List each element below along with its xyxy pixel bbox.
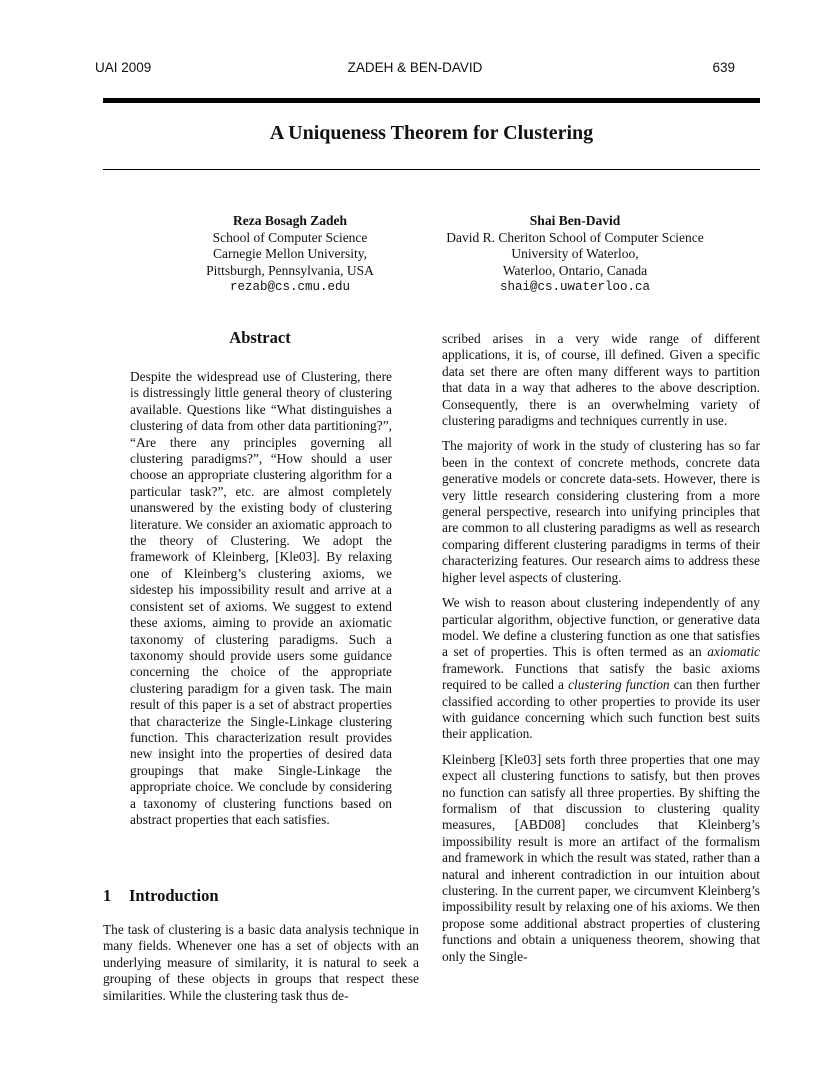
author-affiliation: School of Computer Science <box>212 229 368 245</box>
abstract-heading: Abstract <box>229 328 291 347</box>
paragraph-text: can then further classified according to other properties to provide its user with guidance concerning which such function best suits their application. <box>442 677 760 742</box>
author-affiliation: Carnegie Mellon University, <box>213 246 367 261</box>
section-number: 1 <box>103 886 112 905</box>
intro-paragraph-1-start: The task of clustering is a basic data analysis technique in many fields. Whenever one has a set of objects with an underlying measure of similarity, it is natural to seek a grouping of these objects in groups that respect these similarities. While the clustering task thus de- <box>103 922 419 1003</box>
intro-paragraph-4: Kleinberg [Kle03] sets forth three properties that one may expect all clustering functions to satisfy, but then proves no function can satisfy all three properties. By shifting the formalism of that discussion to clustering quality measures, [ABD08] concludes that Kleinberg’s impossibility result is more an artifact of the formalism and framework in which the result was stated, rather than a natural and inherent contradiction in our intuition about clustering. In the current paper, we circumvent Kleinberg’s impossibility result by relaxing one of his axioms. We then propose some additional abstract properties of clustering functions and obtain a uniqueness theorem, showing that only the Single- <box>442 751 760 964</box>
emphasis-term: clustering function <box>568 677 670 693</box>
title-rule-bottom <box>103 169 760 170</box>
title-rule-top <box>103 98 760 103</box>
author-email: shai@cs.uwaterloo.ca <box>499 280 651 294</box>
section-title: Introduction <box>129 886 219 905</box>
paragraph-text: We wish to reason about clustering independently of any particular algorithm, objective function, or generative data model. We define a clustering function as one that satisfies a set of properties. This is often termed as an <box>442 595 760 660</box>
intro-paragraph-3 <box>442 595 760 743</box>
paper-title: A Uniqueness Theorem for Clustering <box>269 122 594 144</box>
author-email: rezab@cs.cmu.edu <box>229 280 351 294</box>
author-name: Shai Ben-David <box>529 213 621 228</box>
intro-paragraph-2: The majority of work in the study of clustering has so far been in the context of concrete methods, concrete data generative models or concrete data-sets. However, there is very little research considering clustering from a more general perspective, research into unifying principles that are common to all clustering paradigms as well as research comparing different clustering paradigms in terms of their characterizing features. Our research aims to address these higher level aspects of clustering. <box>442 438 760 585</box>
running-head <box>95 60 735 80</box>
abstract-text: Despite the widespread use of Clustering, there is distressingly little general theory of clustering available. Questions like “What distinguishes a clustering of data from other data partitioning?”, “Are there any principles governing all clustering paradigms?”, “How should a user choose an appropriate clustering algorithm for a particular task?”, etc. are almost completely unanswered by the existing body of clustering literature. We consider an axiomatic approach to the theory of Clustering. We adopt the framework of Kleinberg, [Kle03]. By relaxing one of Kleinberg’s clustering axioms, we sidestep his impossibility result and arrive at a consistent set of axioms. We suggest to extend these axioms, aiming to provide an axiomatic taxonomy of clustering paradigms. Such a taxonomy should provide users some guidance concerning the choice of the appropriate clustering paradigm for a given task. The main result of this paper is a set of abstract properties that characterize the Single-Linkage clustering function. This characterization result provides new insight into the properties of desired data groupings that make Single-Linkage the appropriate choice. We conclude by considering a taxonomy of clustering functions based on abstract properties that each satisfies. <box>130 369 392 827</box>
paragraph-text: framework. Functions that satisfy the basic axioms required to be called a <box>442 660 760 693</box>
author-affiliation: Waterloo, Ontario, Canada <box>502 262 648 278</box>
intro-paragraph-1-continued: scribed arises in a very wide range of different applications, it is, of course, ill defined. Given a specific data set there are often many different ways to partition that data in a way that adheres to the above description. Consequently, there is an overwhelming variety of clustering paradigms and techniques currently in use. <box>442 331 760 429</box>
author-block-2 <box>410 213 740 296</box>
conference-label: UAI 2009 <box>95 60 152 75</box>
author-affiliation: Pittsburgh, Pennsylvania, USA <box>206 262 374 278</box>
authors-running-title: ZADEH & BEN-DAVID <box>347 60 483 75</box>
section-heading <box>103 886 423 906</box>
right-column <box>442 331 760 974</box>
page-number: 639 <box>712 60 735 75</box>
author-block-1 <box>160 213 420 296</box>
author-affiliation: University of Waterloo, <box>511 246 639 261</box>
author-name: Reza Bosagh Zadeh <box>232 213 347 228</box>
emphasis-term: axiomatic <box>707 644 760 660</box>
author-affiliation: David R. Cheriton School of Computer Science <box>446 229 704 245</box>
